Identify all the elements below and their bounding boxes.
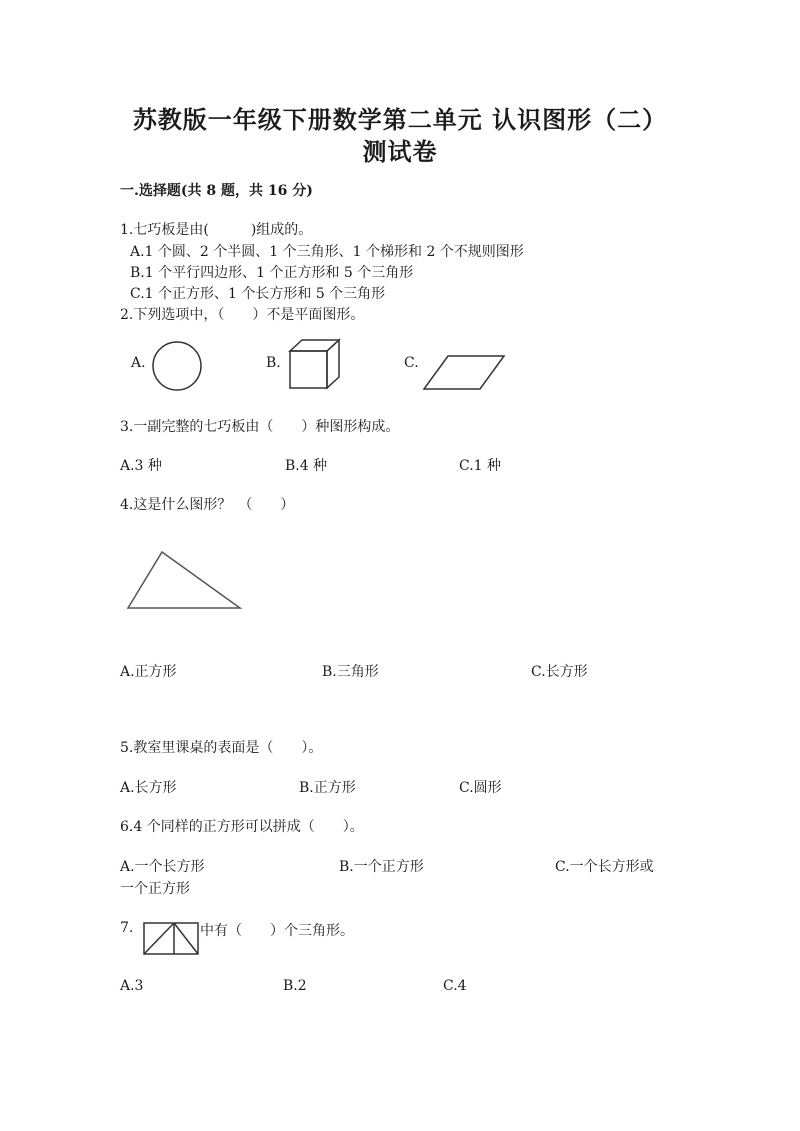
q3-stem: 3.一副完整的七巧板由（ ）种图形构成。 xyxy=(120,419,400,435)
q2-stem: 2.下列选项中，（ ）不是平面图形。 xyxy=(120,307,365,323)
q1-stem: 1.七巧板是由( )组成的。 xyxy=(120,222,313,238)
q2-option-a: A. xyxy=(131,355,146,371)
q3-option-a: A.3 种 xyxy=(120,458,162,474)
q5-option-c: C.圆形 xyxy=(459,780,502,796)
page-title-line2: 测试卷 xyxy=(362,137,438,166)
parallelogram-figure xyxy=(422,354,508,392)
q7-number: 7. xyxy=(120,920,134,936)
q1-option-a: A.1 个圆、2 个半圆、1 个三角形、1 个梯形和 2 个不规则图形 xyxy=(130,244,524,260)
q7-stem: 中有（ ）个三角形。 xyxy=(200,923,354,939)
cube-figure xyxy=(288,338,344,392)
triangle-figure xyxy=(126,550,244,612)
square-triangles-figure xyxy=(142,921,200,956)
q4-stem: 4.这是什么图形？ （ ） xyxy=(120,497,295,513)
q3-option-c: C.1 种 xyxy=(459,458,502,474)
q4-option-b: B.三角形 xyxy=(322,664,379,680)
q5-option-b: B.正方形 xyxy=(299,780,356,796)
page-title-line1: 苏教版一年级下册数学第二单元 认识图形（二） xyxy=(132,105,668,134)
q1-option-c: C.1 个正方形、1 个长方形和 5 个三角形 xyxy=(130,286,386,302)
q1-option-b: B.1 个平行四边形、1 个正方形和 5 个三角形 xyxy=(130,265,414,281)
q6-option-b: B.一个正方形 xyxy=(339,859,424,875)
section-heading: 一.选择题(共 8 题，共 16 分) xyxy=(120,183,313,199)
q4-option-a: A.正方形 xyxy=(120,664,177,680)
q6-option-c: C.一个长方形或 xyxy=(555,859,654,875)
q7-option-b: B.2 xyxy=(283,978,307,994)
circle-figure xyxy=(150,340,204,392)
q7-option-a: A.3 xyxy=(120,978,144,994)
q4-option-c: C.长方形 xyxy=(531,664,588,680)
q5-option-a: A.长方形 xyxy=(120,780,177,796)
q6-option-a: A.一个长方形 xyxy=(120,859,205,875)
q2-option-c: C. xyxy=(404,355,419,371)
q6-stem: 6.4 个同样的正方形可以拼成（ ）。 xyxy=(120,819,364,835)
q3-option-b: B.4 种 xyxy=(285,458,328,474)
q5-stem: 5.教室里课桌的表面是（ ）。 xyxy=(120,740,323,756)
q7-option-c: C.4 xyxy=(443,978,467,994)
q6-option-c-continued: 一个正方形 xyxy=(120,881,190,897)
q2-option-b: B. xyxy=(266,355,281,371)
